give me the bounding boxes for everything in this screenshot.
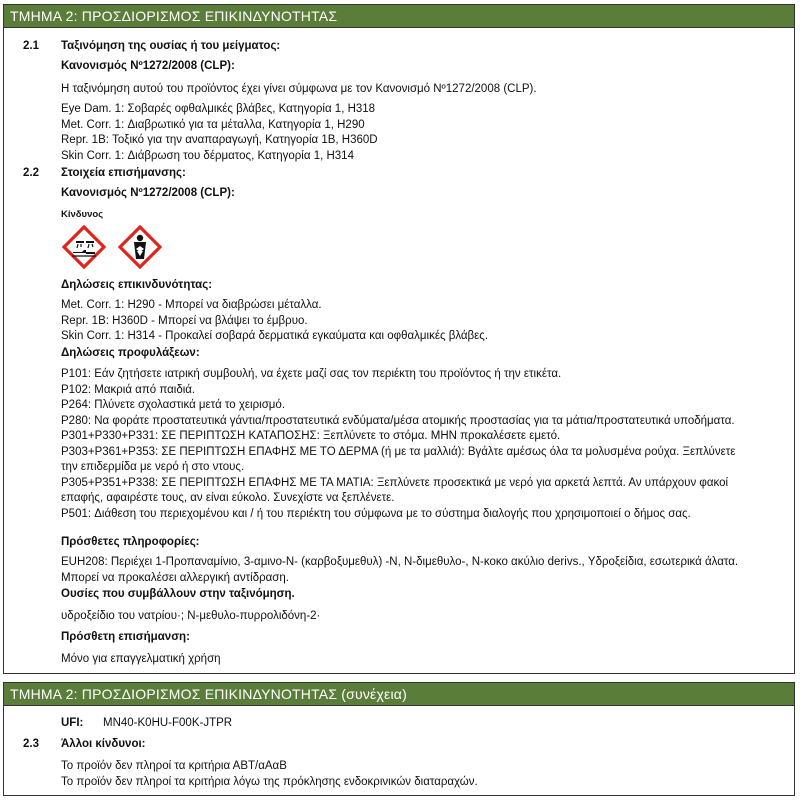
precaution-statements-list bbox=[61, 367, 735, 522]
hazard-statements-title: Δηλώσεις επικινδυνότητας: bbox=[61, 279, 213, 291]
list-item: P102: Μακριά από παιδιά. bbox=[61, 383, 196, 396]
list-item: P301+P330+P331: ΣΕ ΠΕΡΙΠΤΩΣΗ ΚΑΤΑΠΟΣΗΣ: Ξεπλύνετε το στόμα. ΜΗΝ προκαλέσετε εμετό. bbox=[61, 430, 561, 442]
classification-statement: Η ταξινόμηση αυτού του προϊόντος έχει γίνει σύμφωνα με τον Κανονισμό Νº1272/2008 (CLP). bbox=[61, 83, 537, 95]
hazard-statements-list bbox=[61, 298, 488, 345]
additional-info-title: Πρόσθετες πληροφορίες: bbox=[61, 536, 200, 548]
list-item: επαφής, αφαιρέστε τους, αν είναι εύκολο. Συνεχίστε να ξεπλένετε. bbox=[61, 492, 395, 504]
regulation-heading: Κανονισμός Νº1272/2008 (CLP): bbox=[61, 60, 235, 72]
additional-label-title: Πρόσθετη επισήμανση: bbox=[61, 631, 190, 643]
precaution-statements-title: Δηλώσεις προφυλάξεων: bbox=[61, 347, 200, 359]
section-header: ΤΜΗΜΑ 2: ΠΡΟΣΔΙΟΡΙΣΜΟΣ ΕΠΙΚΙΝΔΥΝΟΤΗΤΑΣ (συνέχεια) bbox=[4, 683, 794, 706]
list-item: P280: Να φοράτε προστατευτικά γάντια/προστατευτικά ενδύματα/μέσα ατομικής προστασίας για τα μάτια/προστατευτικά υποδήματα. bbox=[61, 414, 735, 427]
additional-info-list bbox=[61, 555, 738, 586]
corrosion-icon bbox=[62, 225, 106, 269]
list-item: Το προϊόν δεν πληροί τα κριτήρια ΑΒΤ/αΑαΒ bbox=[61, 760, 287, 772]
list-item: P101: Εάν ζητήσετε ιατρική συμβουλή, να έχετε μαζί σας τον περιέκτη του προϊόντος ή την ετικέτα. bbox=[61, 368, 562, 380]
subsection-number-2-2: 2.2 bbox=[23, 167, 39, 179]
list-item: P264: Πλύνετε σχολαστικά μετά το χειρισμό. bbox=[61, 399, 286, 411]
section-2-continued-box bbox=[3, 682, 795, 796]
subsection-number-2-3: 2.3 bbox=[23, 738, 39, 750]
list-item: Eye Dam. 1: Σοβαρές οφθαλμικές βλάβες, Κατηγορία 1, H318 bbox=[61, 103, 376, 115]
list-item: EUH208: Περιέχει 1-Προπαναμίνιο, 3-αμινο-N- (καρβοξυμεθυλ) -N, N-διμεθυλο-, N-κοκο ακύλιο derivs., Υδροξείδια, εσωτερικά άλατα. bbox=[61, 556, 739, 568]
list-item: Skin Corr. 1: Διάβρωση του δέρματος, Κατηγορία 1, H314 bbox=[61, 149, 354, 162]
contributing-substances-title: Ουσίες που συμβάλλουν στην ταξινόμηση. bbox=[61, 588, 295, 600]
list-item: Skin Corr. 1: H314 - Προκαλεί σοβαρά δερματικά εγκαύματα και οφθαλμικές βλάβες. bbox=[61, 330, 489, 342]
ufi-value: MN40-K0HU-F00K-JTPR bbox=[103, 717, 233, 729]
regulation-heading: Κανονισμός Νº1272/2008 (CLP): bbox=[61, 187, 235, 199]
list-item: P305+P351+P338: ΣΕ ΠΕΡΙΠΤΩΣΗ ΕΠΑΦΗΣ ΜΕ ΤΑ ΜΑΤΙΑ: Ξεπλύνετε προσεκτικά με νερό για αρκετά λεπτά. Αν υπάρχουν φακοί bbox=[61, 476, 729, 489]
subsection-number-2-1: 2.1 bbox=[23, 40, 39, 52]
subsection-title-2-2: Στοιχεία επισήμανσης: bbox=[61, 167, 186, 179]
list-item: Met. Corr. 1: H290 - Μπορεί να διαβρώσει μέταλλα. bbox=[61, 299, 322, 311]
list-item: P303+P361+P353: ΣΕ ΠΕΡΙΠΤΩΣΗ ΕΠΑΦΗΣ ΜΕ ΤΟ ΔΕΡΜΑ (ή με τα μαλλιά): Βγάλτε αμέσως όλα τα μολυσμένα ρούχα. Ξεπλύνετε bbox=[61, 445, 736, 458]
list-item: Το προϊόν δεν πληροί τα κριτήρια λόγω της πρόκλησης ενδοκρινικών διαταραχών. bbox=[61, 775, 478, 788]
signal-word: Κίνδυνος bbox=[61, 209, 104, 220]
other-hazards-list bbox=[61, 759, 478, 790]
list-item: Repr. 1B: H360D - Μπορεί να βλάψει το έμβρυο. bbox=[61, 314, 308, 327]
subsection-title-2-1: Ταξινόμηση της ουσίας ή του μείγματος: bbox=[61, 40, 281, 52]
classification-list bbox=[61, 102, 378, 164]
section-header: ΤΜΗΜΑ 2: ΠΡΟΣΔΙΟΡΙΣΜΟΣ ΕΠΙΚΙΝΔΥΝΟΤΗΤΑΣ bbox=[4, 5, 794, 28]
health-hazard-icon bbox=[118, 225, 162, 269]
list-item: Met. Corr. 1: Διαβρωτικό για τα μέταλλα, Κατηγορία 1, H290 bbox=[61, 118, 365, 131]
list-item: Μπορεί να προκαλέσει αλλεργική αντίδραση. bbox=[61, 571, 289, 584]
section-2-box bbox=[3, 4, 795, 674]
contributing-substances-text: υδροξείδιο του νατρίου·; N-μεθυλο-πυρρολιδόνη-2· bbox=[61, 610, 321, 622]
list-item: Repr. 1B: Τοξικό για την αναπαραγωγή, Κατηγορία 1B, H360D bbox=[61, 134, 378, 146]
list-item: την επιδερμίδα με νερό ή στο ντους. bbox=[61, 461, 245, 473]
list-item: P501: Διάθεση του περιεχομένου και / ή του περιέκτη του σύμφωνα με το σύστημα διαλογής που χρησιμοποιεί ο δήμος σας. bbox=[61, 507, 691, 520]
subsection-title-2-3: Άλλοι κίνδυνοι: bbox=[61, 738, 146, 750]
additional-label-text: Μόνο για επαγγελματική χρήση bbox=[61, 653, 221, 665]
ufi-label: UFI: bbox=[61, 717, 84, 729]
